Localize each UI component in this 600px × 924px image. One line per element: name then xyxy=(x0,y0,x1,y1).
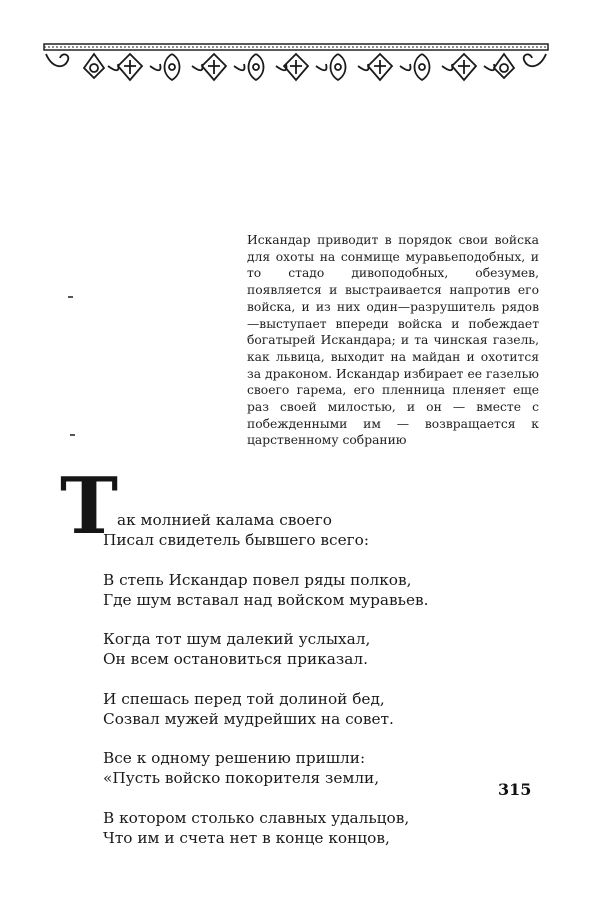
verse-line: «Пусть войско покорителя земли, xyxy=(103,769,380,787)
verse-line: ак молнией калама своего xyxy=(117,511,332,529)
margin-mark xyxy=(68,296,73,298)
stanza xyxy=(103,748,553,788)
verse-line: В котором столько славных удальцов, xyxy=(103,808,410,827)
poem-text xyxy=(103,510,553,867)
stanza xyxy=(103,570,553,610)
verse-line: Он всем остановиться приказал. xyxy=(103,650,368,668)
margin-mark xyxy=(70,434,75,436)
verse-line: Созвал мужей мудрейших на совет. xyxy=(103,709,394,728)
verse-line: И спешась перед той долиной бед, xyxy=(103,689,385,708)
stanza xyxy=(103,689,553,729)
decorative-header-ornament xyxy=(42,42,550,82)
stanza xyxy=(103,808,553,848)
page-number: 315 xyxy=(498,780,532,799)
verse-line: Что им и счета нет в конце концов, xyxy=(103,828,390,847)
verse-line: Когда тот шум далекий услыхал, xyxy=(103,630,371,648)
chapter-argument xyxy=(247,232,539,449)
verse-line: Все к одному решению пришли: xyxy=(103,749,366,767)
verse-line: Писал свидетель бывшего всего: xyxy=(103,531,370,549)
verse-line: В степь Искандар повел ряды полков, xyxy=(103,570,412,589)
verse-line: Где шум вставал над войском муравьев. xyxy=(103,590,429,609)
argument-text: Искандар приводит в порядок свои войска для охоты на сонмище муравьеподобных, и то стадо дивоподобных, обезумев, появляется и выстраивается напротив его войска, и из них один—разрушитель рядов—выступает впереди войска и побеждает богатырей Искандара; и та чинская газель, как львица, выходит на майдан и охотится за драконом. Искандар избирает ее газелью своего гарема, его пленница пленяет еще раз своей милостью, и он — вместе с побежденными им — возвращается к царственному собранию xyxy=(247,233,539,448)
ornament-border-icon xyxy=(42,42,550,82)
drop-cap: Т xyxy=(60,461,117,552)
stanza xyxy=(103,629,553,669)
stanza xyxy=(103,510,553,550)
